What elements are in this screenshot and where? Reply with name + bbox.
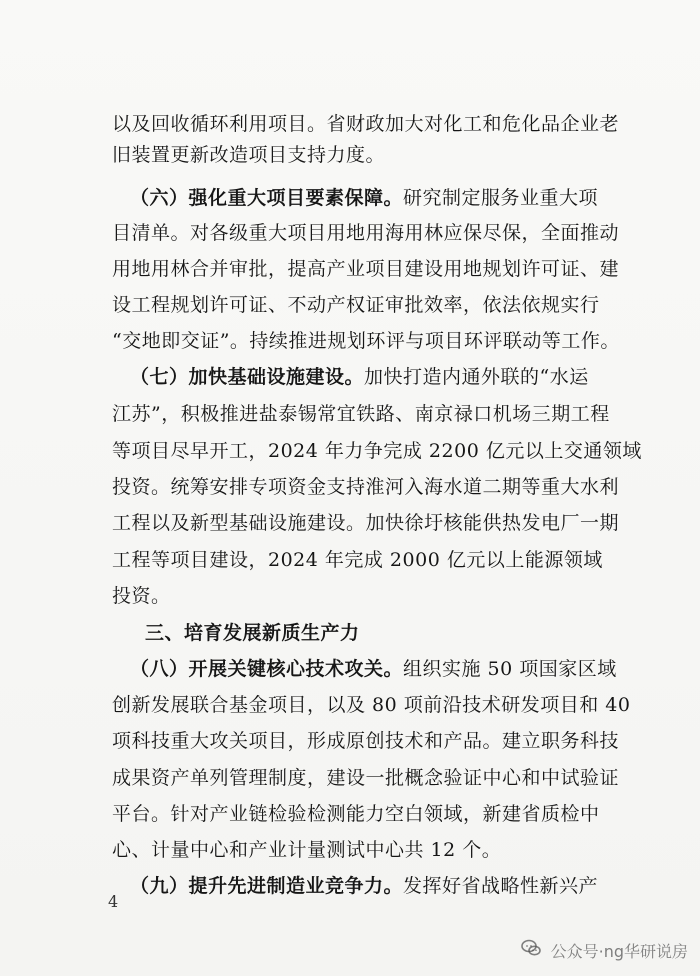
- watermark-text: 公众号·ng华研说房: [550, 941, 688, 961]
- line-text: 工程以及新型基础设施建设。加快徐圩核能供热发电厂一期: [112, 512, 620, 534]
- line-text: 心、计量中心和产业计量测试中心共 12 个。: [112, 839, 502, 861]
- document-line: [112, 292, 600, 318]
- watermark: [519, 936, 688, 964]
- document-line: [112, 728, 619, 754]
- line-text: 成果资产单列管理制度，建设一批概念验证中心和中试验证: [112, 767, 620, 789]
- document-line: [145, 620, 360, 646]
- document-line: [112, 220, 619, 246]
- document-line: [112, 474, 619, 500]
- line-text: 投资。: [112, 585, 171, 607]
- line-text: 用地用林合并审批，提高产业项目建设用地规划许可证、建: [112, 258, 620, 280]
- page-number: 4: [108, 892, 119, 911]
- document-line: [130, 656, 617, 682]
- line-text: 江苏”，积极推进盐泰锡常宜铁路、南京禄口机场三期工程: [112, 403, 610, 425]
- document-line: [112, 765, 619, 791]
- line-text: 发挥好省战略性新兴产: [403, 875, 599, 897]
- line-text: 工程等项目建设，2024 年完成 2000 亿元以上能源领域: [112, 549, 603, 571]
- section-heading: （九）提升先进制造业竞争力。: [130, 875, 404, 897]
- document-line: [112, 328, 620, 354]
- document-line: [112, 438, 642, 464]
- line-text: 旧装置更新改造项目支持力度。: [112, 144, 386, 166]
- document-line: [112, 801, 600, 827]
- line-text: 创新发展联合基金项目，以及 80 项前沿技术研发项目和 40: [112, 694, 631, 716]
- line-text: 目清单。对各级重大项目用地用海用林应保尽保，全面推动: [112, 222, 620, 244]
- section-heading: （七）加快基础设施建设。: [130, 366, 365, 388]
- line-text: 组织实施 50 项国家区域: [403, 658, 617, 680]
- document-line: [112, 142, 385, 168]
- section-heading: （六）强化重大项目要素保障。: [130, 187, 404, 209]
- wechat-icon: [519, 936, 543, 964]
- document-line: [112, 583, 171, 609]
- line-text: “交地即交证”。持续推进规划环评与项目环评联动等工作。: [112, 330, 620, 352]
- section-heading: 三、培育发展新质生产力: [145, 622, 360, 644]
- document-line: [130, 364, 589, 390]
- line-text: 以及回收循环利用项目。省财政加大对化工和危化品企业老: [112, 113, 620, 135]
- document-line: [112, 401, 610, 427]
- section-heading: （八）开展关键核心技术攻关。: [130, 658, 404, 680]
- line-text: 设工程规划许可证、不动产权证审批效率，依法依规实行: [112, 294, 600, 316]
- document-line: [130, 185, 598, 211]
- document-line: [112, 111, 619, 137]
- line-text: 平台。针对产业链检验检测能力空白领域，新建省质检中: [112, 803, 600, 825]
- document-line: [112, 837, 501, 863]
- line-text: 项科技重大攻关项目，形成原创技术和产品。建立职务科技: [112, 730, 620, 752]
- line-text: 等项目尽早开工，2024 年力争完成 2200 亿元以上交通领域: [112, 440, 642, 462]
- document-line: [130, 873, 598, 899]
- document-line: [112, 547, 603, 573]
- document-line: [112, 692, 630, 718]
- line-text: 加快打造内通外联的“水运: [364, 366, 589, 388]
- document-line: [112, 256, 619, 282]
- line-text: 投资。统筹安排专项资金支持淮河入海水道二期等重大水利: [112, 476, 620, 498]
- document-line: [112, 510, 619, 536]
- line-text: 研究制定服务业重大项: [403, 187, 599, 209]
